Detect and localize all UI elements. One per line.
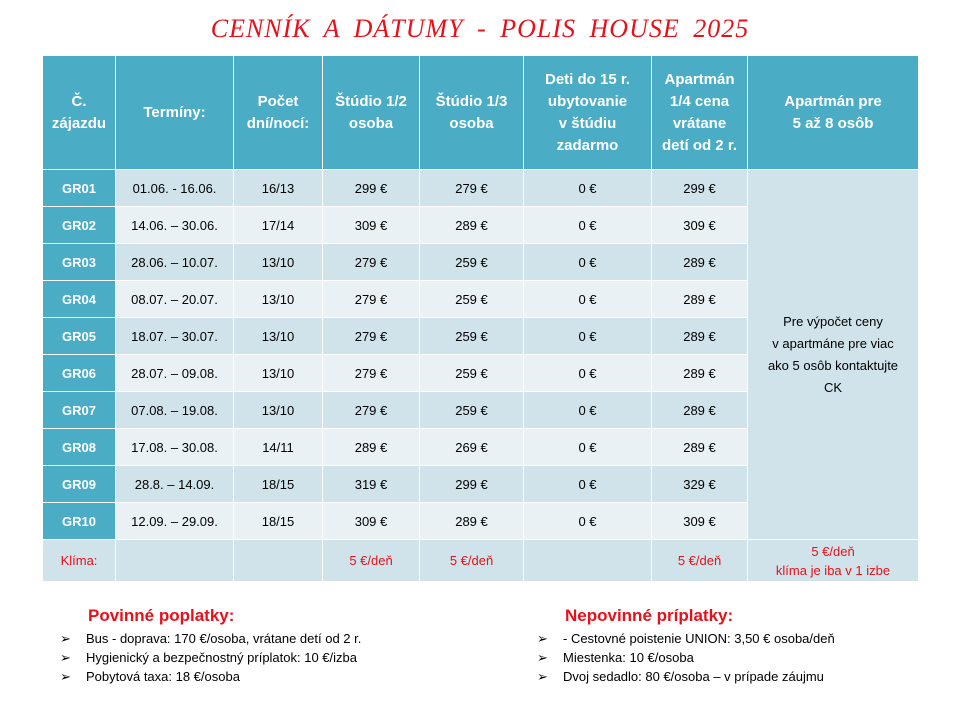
tour-code: GR10 xyxy=(43,503,116,540)
price-apartment: 299 € xyxy=(652,170,748,207)
klima-empty-days xyxy=(234,540,323,582)
tour-code: GR04 xyxy=(43,281,116,318)
price-apartment: 309 € xyxy=(652,207,748,244)
arrow-bullet-icon: ➢ xyxy=(537,631,548,646)
klima-empty-kids xyxy=(524,540,652,582)
header-tour-number: Č. zájazdu xyxy=(43,56,116,170)
klima-label: Klíma: xyxy=(43,540,116,582)
list-item: ➢ Bus - doprava: 170 €/osoba, vrátane detí od 2 r. xyxy=(60,631,362,646)
price-studio-half: 279 € xyxy=(323,392,420,429)
price-studio-half: 289 € xyxy=(323,429,420,466)
price-studio-half: 279 € xyxy=(323,355,420,392)
klima-studio-half: 5 €/deň xyxy=(323,540,420,582)
list-item: ➢ - Cestovné poistenie UNION: 3,50 € osoba/deň xyxy=(537,631,835,646)
tour-days: 14/11 xyxy=(234,429,323,466)
price-kids: 0 € xyxy=(524,503,652,540)
klima-apartment: 5 €/deň xyxy=(652,540,748,582)
tour-dates: 28.06. – 10.07. xyxy=(116,244,234,281)
price-kids: 0 € xyxy=(524,355,652,392)
price-studio-half: 299 € xyxy=(323,170,420,207)
mandatory-fees-list xyxy=(60,629,361,686)
klima-empty-dates xyxy=(116,540,234,582)
header-dates: Termíny: xyxy=(116,56,234,170)
price-apartment: 309 € xyxy=(652,503,748,540)
price-kids: 0 € xyxy=(524,207,652,244)
mandatory-fees-title: Povinné poplatky: xyxy=(88,606,235,625)
list-item: ➢ Miestenka: 10 €/osoba xyxy=(537,650,694,665)
price-studio-half: 309 € xyxy=(323,207,420,244)
price-studio-half: 279 € xyxy=(323,244,420,281)
price-studio-half: 279 € xyxy=(323,281,420,318)
price-apartment: 289 € xyxy=(652,281,748,318)
price-kids: 0 € xyxy=(524,281,652,318)
tour-days: 13/10 xyxy=(234,281,323,318)
tour-days: 13/10 xyxy=(234,355,323,392)
price-studio-half: 319 € xyxy=(323,466,420,503)
klima-row xyxy=(43,540,919,582)
optional-fees-list xyxy=(537,629,835,686)
tour-dates: 28.07. – 09.08. xyxy=(116,355,234,392)
page-title: CENNÍK A DÁTUMY - POLIS HOUSE 2025 xyxy=(210,14,750,43)
table-row xyxy=(43,170,919,207)
header-row xyxy=(43,56,919,170)
tour-dates: 07.08. – 19.08. xyxy=(116,392,234,429)
header-apartment-large: Apartmán pre 5 až 8 osôb xyxy=(748,56,919,170)
tour-dates: 01.06. - 16.06. xyxy=(116,170,234,207)
list-item: ➢ Hygienický a bezpečnostný príplatok: 10 €/izba xyxy=(60,650,357,665)
tour-code: GR03 xyxy=(43,244,116,281)
tour-dates: 28.8. – 14.09. xyxy=(116,466,234,503)
list-item: ➢ Pobytová taxa: 18 €/osoba xyxy=(60,669,240,684)
price-studio-third: 289 € xyxy=(420,207,524,244)
price-kids: 0 € xyxy=(524,170,652,207)
price-apartment: 289 € xyxy=(652,429,748,466)
header-apartment-quarter: Apartmán 1/4 cena vrátane detí od 2 r. xyxy=(652,56,748,170)
tour-code: GR09 xyxy=(43,466,116,503)
header-kids: Deti do 15 r. ubytovanie v štúdiu zadarmo xyxy=(524,56,652,170)
arrow-bullet-icon: ➢ xyxy=(60,650,71,665)
tour-days: 16/13 xyxy=(234,170,323,207)
price-apartment: 289 € xyxy=(652,355,748,392)
tour-days: 13/10 xyxy=(234,392,323,429)
price-studio-third: 279 € xyxy=(420,170,524,207)
tour-days: 13/10 xyxy=(234,244,323,281)
price-studio-half: 279 € xyxy=(323,318,420,355)
list-item: ➢ Dvoj sedadlo: 80 €/osoba – v prípade záujmu xyxy=(537,669,824,684)
tour-code: GR01 xyxy=(43,170,116,207)
tour-days: 13/10 xyxy=(234,318,323,355)
price-studio-third: 299 € xyxy=(420,466,524,503)
arrow-bullet-icon: ➢ xyxy=(537,650,548,665)
price-apartment: 289 € xyxy=(652,318,748,355)
price-studio-third: 259 € xyxy=(420,318,524,355)
price-apartment: 329 € xyxy=(652,466,748,503)
header-studio-half: Štúdio 1/2 osoba xyxy=(323,56,420,170)
price-studio-third: 269 € xyxy=(420,429,524,466)
price-kids: 0 € xyxy=(524,244,652,281)
tour-dates: 08.07. – 20.07. xyxy=(116,281,234,318)
price-kids: 0 € xyxy=(524,466,652,503)
price-studio-third: 289 € xyxy=(420,503,524,540)
price-studio-third: 259 € xyxy=(420,392,524,429)
price-kids: 0 € xyxy=(524,429,652,466)
tour-code: GR06 xyxy=(43,355,116,392)
price-table xyxy=(42,55,919,582)
tour-days: 18/15 xyxy=(234,503,323,540)
header-days: Počet dní/nocí: xyxy=(234,56,323,170)
tour-code: GR08 xyxy=(43,429,116,466)
price-kids: 0 € xyxy=(524,392,652,429)
price-studio-third: 259 € xyxy=(420,355,524,392)
tour-code: GR05 xyxy=(43,318,116,355)
arrow-bullet-icon: ➢ xyxy=(60,669,71,684)
arrow-bullet-icon: ➢ xyxy=(537,669,548,684)
apartment-contact-note: Pre výpočet ceny v apartmáne pre viac ako 5 osôb kontaktujte CK xyxy=(748,170,919,540)
klima-studio-third: 5 €/deň xyxy=(420,540,524,582)
price-apartment: 289 € xyxy=(652,392,748,429)
price-studio-third: 259 € xyxy=(420,244,524,281)
price-apartment: 289 € xyxy=(652,244,748,281)
header-studio-third: Štúdio 1/3 osoba xyxy=(420,56,524,170)
tour-dates: 14.06. – 30.06. xyxy=(116,207,234,244)
price-kids: 0 € xyxy=(524,318,652,355)
tour-dates: 12.09. – 29.09. xyxy=(116,503,234,540)
tour-days: 17/14 xyxy=(234,207,323,244)
price-studio-third: 259 € xyxy=(420,281,524,318)
tour-code: GR07 xyxy=(43,392,116,429)
klima-apartment-large: 5 €/deň klíma je iba v 1 izbe xyxy=(748,540,919,582)
arrow-bullet-icon: ➢ xyxy=(60,631,71,646)
optional-fees-title: Nepovinné príplatky: xyxy=(565,606,734,625)
tour-dates: 18.07. – 30.07. xyxy=(116,318,234,355)
tour-code: GR02 xyxy=(43,207,116,244)
tour-days: 18/15 xyxy=(234,466,323,503)
price-studio-half: 309 € xyxy=(323,503,420,540)
tour-dates: 17.08. – 30.08. xyxy=(116,429,234,466)
